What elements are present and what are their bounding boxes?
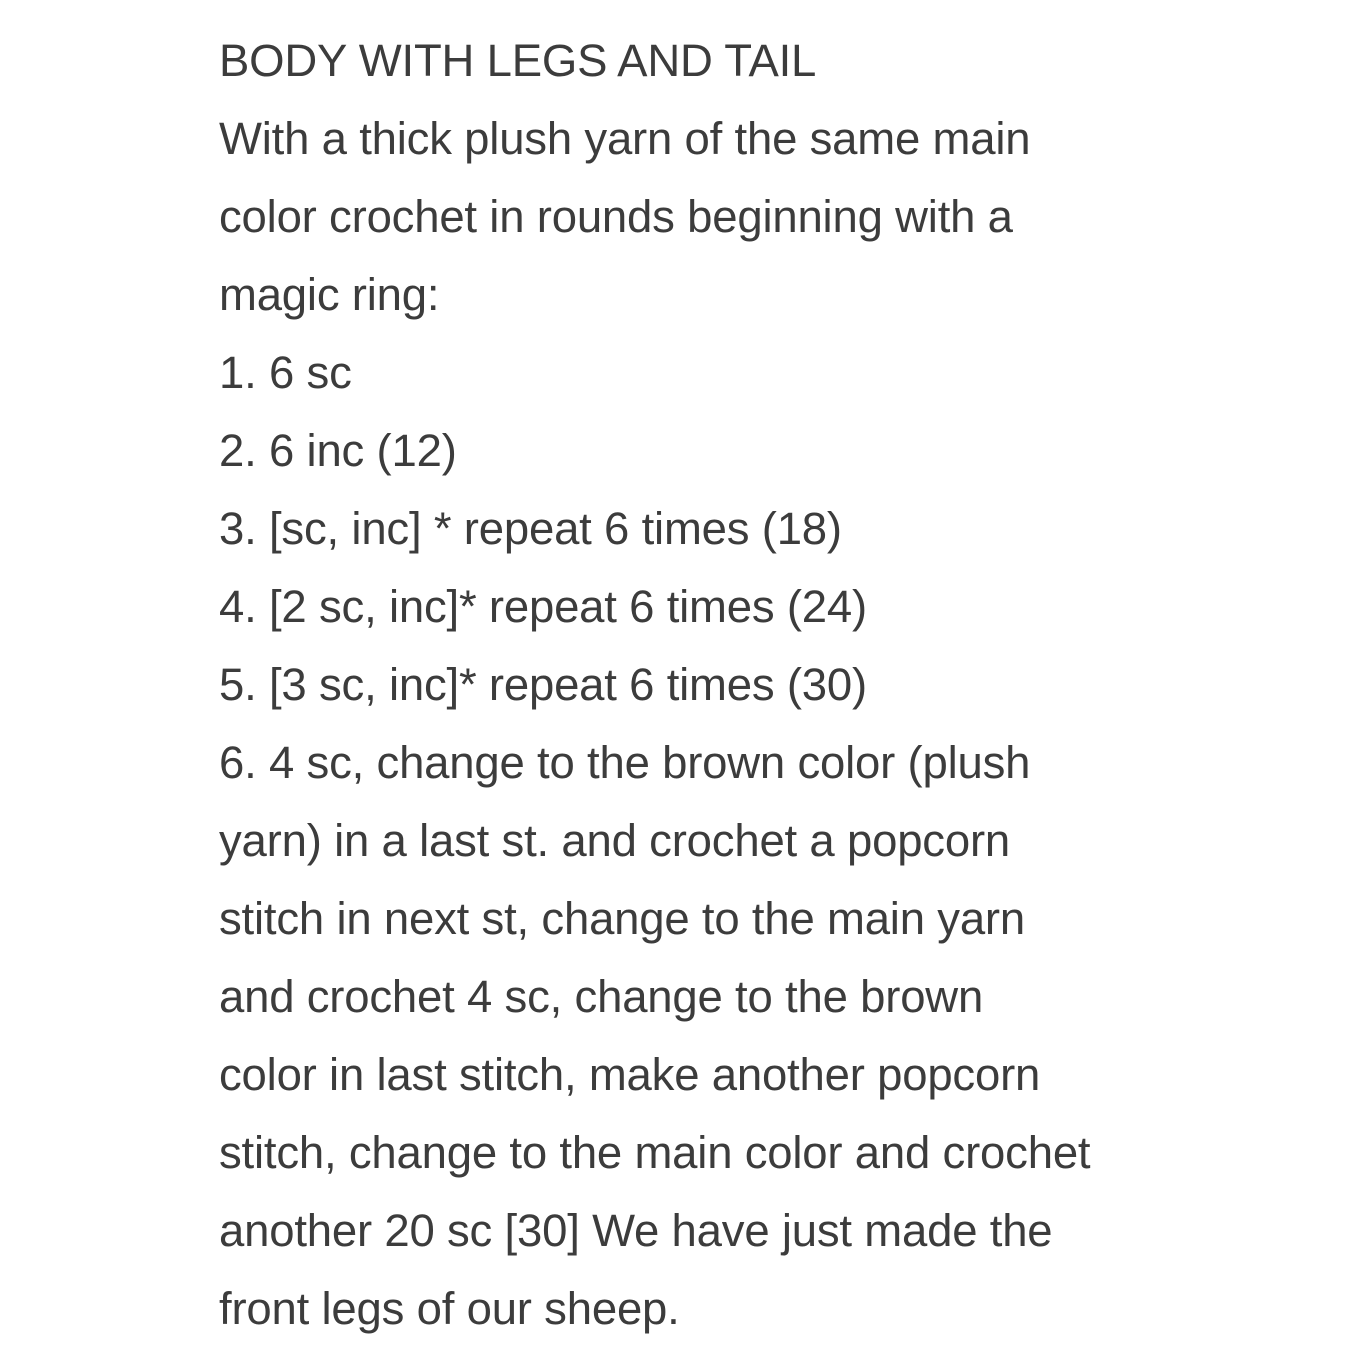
text-line: and crochet 4 sc, change to the brown (219, 971, 984, 1022)
text-line: stitch, change to the main color and crochet (219, 1127, 1091, 1178)
round-6-line: 6. 4 sc, change to the brown color (plush (219, 737, 1031, 788)
text-line: magic ring: (219, 269, 440, 320)
pattern-note-text (219, 22, 1339, 1348)
text-line: yarn) in a last st. and crochet a popcorn (219, 815, 1011, 866)
text-line: stitch in next st, change to the main yarn (219, 893, 1025, 944)
text-line: color crochet in rounds beginning with a (219, 191, 1013, 242)
text-line: front legs of our sheep. (219, 1283, 680, 1334)
text-line: color in last stitch, make another popcorn (219, 1049, 1041, 1100)
round-5-line: 5. [3 sc, inc]* repeat 6 times (30) (219, 659, 867, 710)
text-line: With a thick plush yarn of the same main (219, 113, 1031, 164)
round-2-line: 2. 6 inc (12) (219, 425, 457, 476)
round-1-line: 1. 6 sc (219, 347, 352, 398)
text-line: another 20 sc [30] We have just made the (219, 1205, 1053, 1256)
round-3-line: 3. [sc, inc] * repeat 6 times (18) (219, 503, 842, 554)
round-4-line: 4. [2 sc, inc]* repeat 6 times (24) (219, 581, 867, 632)
section-heading: BODY WITH LEGS AND TAIL (219, 35, 817, 86)
